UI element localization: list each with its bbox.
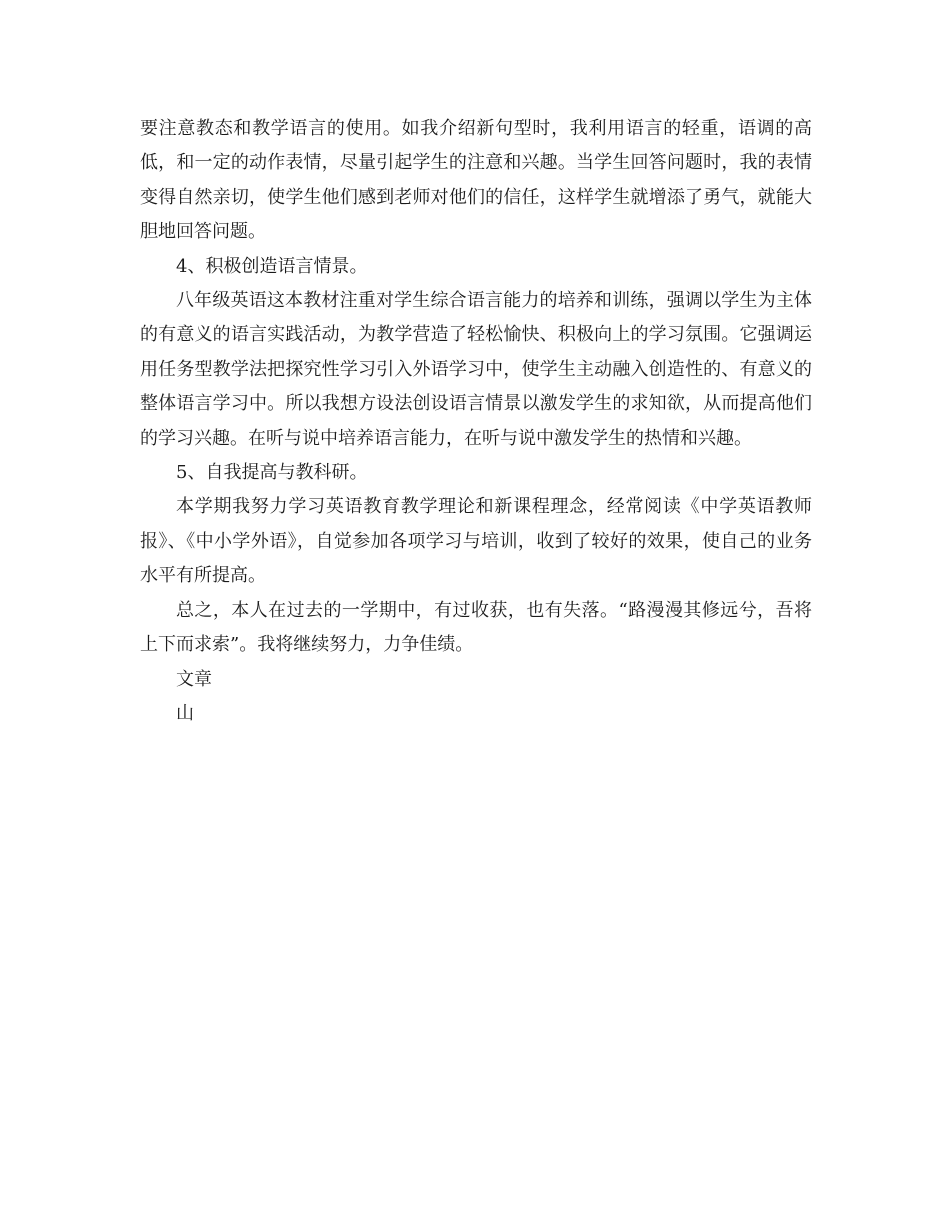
document-body [140,112,812,731]
footer-text-article: 文章 [176,668,212,690]
section-heading-language-scenario: 4、积极创造语言情景。 [176,255,368,277]
footer-text-mountain: 山 [176,702,194,724]
paragraph-teaching-language: 要注意教态和教学语言的使用。如我介绍新句型时，我利用语言的轻重，语调的高低，和一定的动作表情，尽量引起学生的注意和兴趣。当学生回答问题时，我的表情变得自然亲切，使学生他们感到老师对他们的信任，这样学生就增添了勇气，就能大胆地回答问题。 [140,118,812,243]
paragraph-summary: 总之，本人在过去的一学期中，有过收获，也有失落。“路漫漫其修远兮，吾将上下而求索”。我将继续努力，力争佳绩。 [140,599,812,656]
section-heading-self-improvement: 5、自我提高与教科研。 [176,462,368,484]
paragraph-language-scenario: 八年级英语这本教材注重对学生综合语言能力的培养和训练，强调以学生为主体的有意义的语言实践活动，为教学营造了轻松愉快、积极向上的学习氛围。它强调运用任务型教学法把探究性学习引入外语学习中，使学生主动融入创造性的、有意义的整体语言学习中。所以我想方设法创设语言情景以激发学生的求知欲，从而提高他们的学习兴趣。在听与说中培养语言能力，在听与说中激发学生的热情和兴趣。 [140,290,812,449]
paragraph-self-improvement: 本学期我努力学习英语教育教学理论和新课程理念，经常阅读《中学英语教师报》、《中小学外语》，自觉参加各项学习与培训，收到了较好的效果，使自己的业务水平有所提高。 [140,496,812,587]
